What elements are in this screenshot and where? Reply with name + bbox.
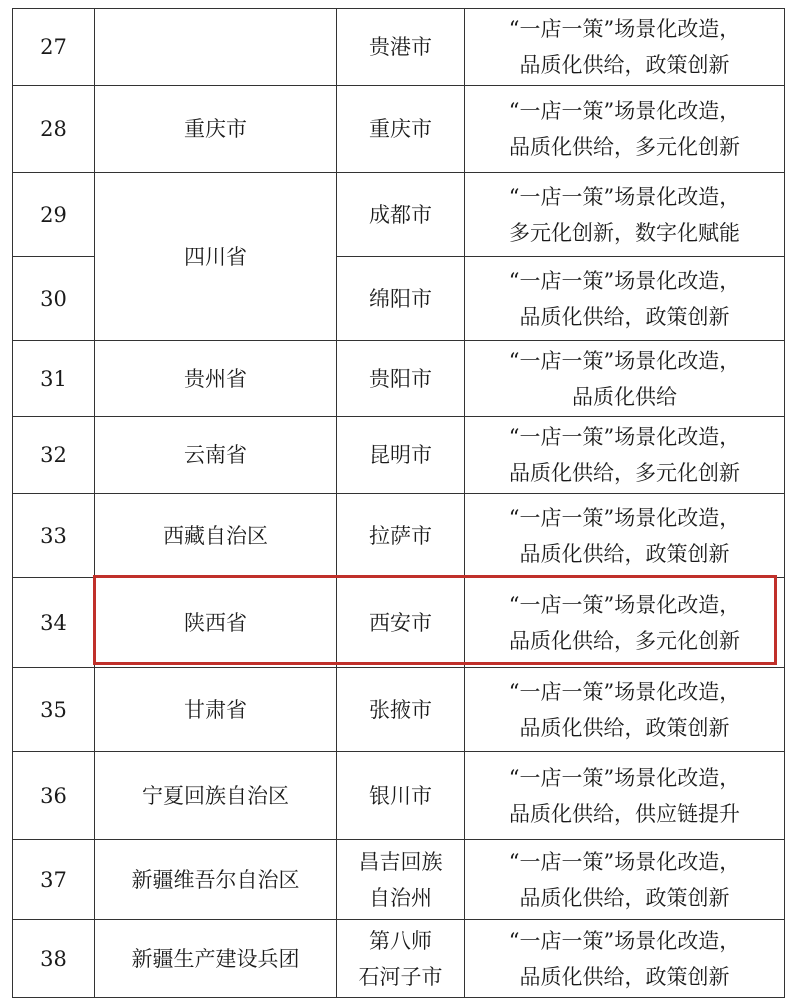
province-cell: 贵州省	[95, 341, 337, 417]
tags-cell	[465, 9, 785, 86]
tags-line: “一店一策”场景化改造，	[508, 17, 741, 41]
city-line: 贵阳市	[369, 366, 432, 391]
tags-line: 品质化供给，政策创新	[519, 715, 730, 740]
city-line: 拉萨市	[369, 523, 432, 548]
city-line: 石河子市	[358, 964, 443, 989]
tags-line: “一店一策”场景化改造，	[508, 505, 741, 530]
province-cell: 重庆市	[95, 86, 337, 173]
tags-cell	[465, 341, 785, 417]
row-number: 36	[13, 752, 95, 840]
city-line: 银川市	[369, 783, 432, 808]
city-line: 重庆市	[369, 117, 432, 141]
tags-cell	[465, 668, 785, 752]
tags-cell	[465, 173, 785, 257]
tags-line: 品质化供给，政策创新	[519, 541, 730, 566]
tags-line: “一店一策”场景化改造，	[508, 99, 741, 123]
tags-line: “一店一策”场景化改造，	[508, 425, 741, 449]
city-line: 自治州	[369, 885, 432, 910]
row-number: 35	[13, 668, 95, 752]
city-line: 第八师	[369, 928, 432, 953]
city-cell	[337, 920, 465, 998]
tags-line: 品质化供给，多元化创新	[509, 628, 740, 653]
row-number: 31	[13, 341, 95, 417]
tags-line: 品质化供给，政策创新	[519, 885, 730, 910]
row-number: 29	[13, 173, 95, 257]
tags-cell	[465, 752, 785, 840]
tags-cell	[465, 578, 785, 668]
city-cell	[337, 9, 465, 86]
city-cell	[337, 494, 465, 578]
row-number: 37	[13, 840, 95, 920]
tags-line: 品质化供给，政策创新	[519, 964, 730, 989]
province-cell: 陕西省	[95, 578, 337, 668]
tags-line: 品质化供给，多元化创新	[509, 461, 740, 485]
city-cell	[337, 257, 465, 341]
tags-cell	[465, 840, 785, 920]
table-row	[13, 341, 785, 417]
city-line: 昌吉回族	[358, 849, 443, 874]
city-line: 西安市	[369, 610, 432, 635]
province-cell: 宁夏回族自治区	[95, 752, 337, 840]
tags-cell	[465, 494, 785, 578]
city-cell	[337, 668, 465, 752]
tags-line: “一店一策”场景化改造，	[508, 679, 741, 704]
tags-line: 品质化供给，政策创新	[519, 304, 730, 329]
tags-line: “一店一策”场景化改造，	[508, 348, 741, 373]
row-number: 38	[13, 920, 95, 998]
city-cell	[337, 752, 465, 840]
tags-cell	[465, 86, 785, 173]
row-number: 34	[13, 578, 95, 668]
tags-line: “一店一策”场景化改造，	[508, 849, 741, 874]
tags-line: 品质化供给	[572, 384, 677, 409]
city-line: 贵港市	[369, 35, 432, 59]
table-row	[13, 417, 785, 494]
city-cell	[337, 86, 465, 173]
row-number: 32	[13, 417, 95, 494]
city-cell	[337, 417, 465, 494]
tags-line: “一店一策”场景化改造，	[508, 928, 741, 953]
city-cell	[337, 173, 465, 257]
row-number: 33	[13, 494, 95, 578]
city-line: 昆明市	[369, 443, 432, 467]
province-cell: 甘肃省	[95, 668, 337, 752]
table-row	[13, 840, 785, 920]
table-row	[13, 920, 785, 998]
row-number: 30	[13, 257, 95, 341]
table-row	[13, 752, 785, 840]
table-row	[13, 173, 785, 257]
city-line: 张掖市	[369, 697, 432, 722]
tags-cell	[465, 257, 785, 341]
tags-line: “一店一策”场景化改造，	[508, 592, 741, 617]
city-line: 成都市	[369, 202, 432, 227]
tags-line: 品质化供给，政策创新	[519, 53, 730, 77]
table-body	[13, 9, 785, 998]
table-row	[13, 494, 785, 578]
row-number: 27	[13, 9, 95, 86]
tags-line: 品质化供给，多元化创新	[509, 135, 740, 159]
province-cell: 新疆生产建设兵团	[95, 920, 337, 998]
city-cell	[337, 341, 465, 417]
tags-cell	[465, 920, 785, 998]
tags-line: “一店一策”场景化改造，	[508, 184, 741, 209]
province-cell: 西藏自治区	[95, 494, 337, 578]
tags-line: 多元化创新，数字化赋能	[509, 220, 740, 245]
province-cell	[95, 9, 337, 86]
table-row	[13, 668, 785, 752]
city-cell	[337, 578, 465, 668]
pilot-cities-table	[12, 8, 785, 998]
city-cell	[337, 840, 465, 920]
table-row	[13, 578, 785, 668]
province-cell: 新疆维吾尔自治区	[95, 840, 337, 920]
province-cell: 云南省	[95, 417, 337, 494]
city-line: 绵阳市	[369, 286, 432, 311]
tags-cell	[465, 417, 785, 494]
province-cell: 四川省	[95, 173, 337, 341]
row-number: 28	[13, 86, 95, 173]
table-row	[13, 9, 785, 86]
tags-line: “一店一策”场景化改造，	[508, 765, 741, 790]
tags-line: 品质化供给，供应链提升	[509, 801, 740, 826]
table-row	[13, 86, 785, 173]
tags-line: “一店一策”场景化改造，	[508, 268, 741, 293]
